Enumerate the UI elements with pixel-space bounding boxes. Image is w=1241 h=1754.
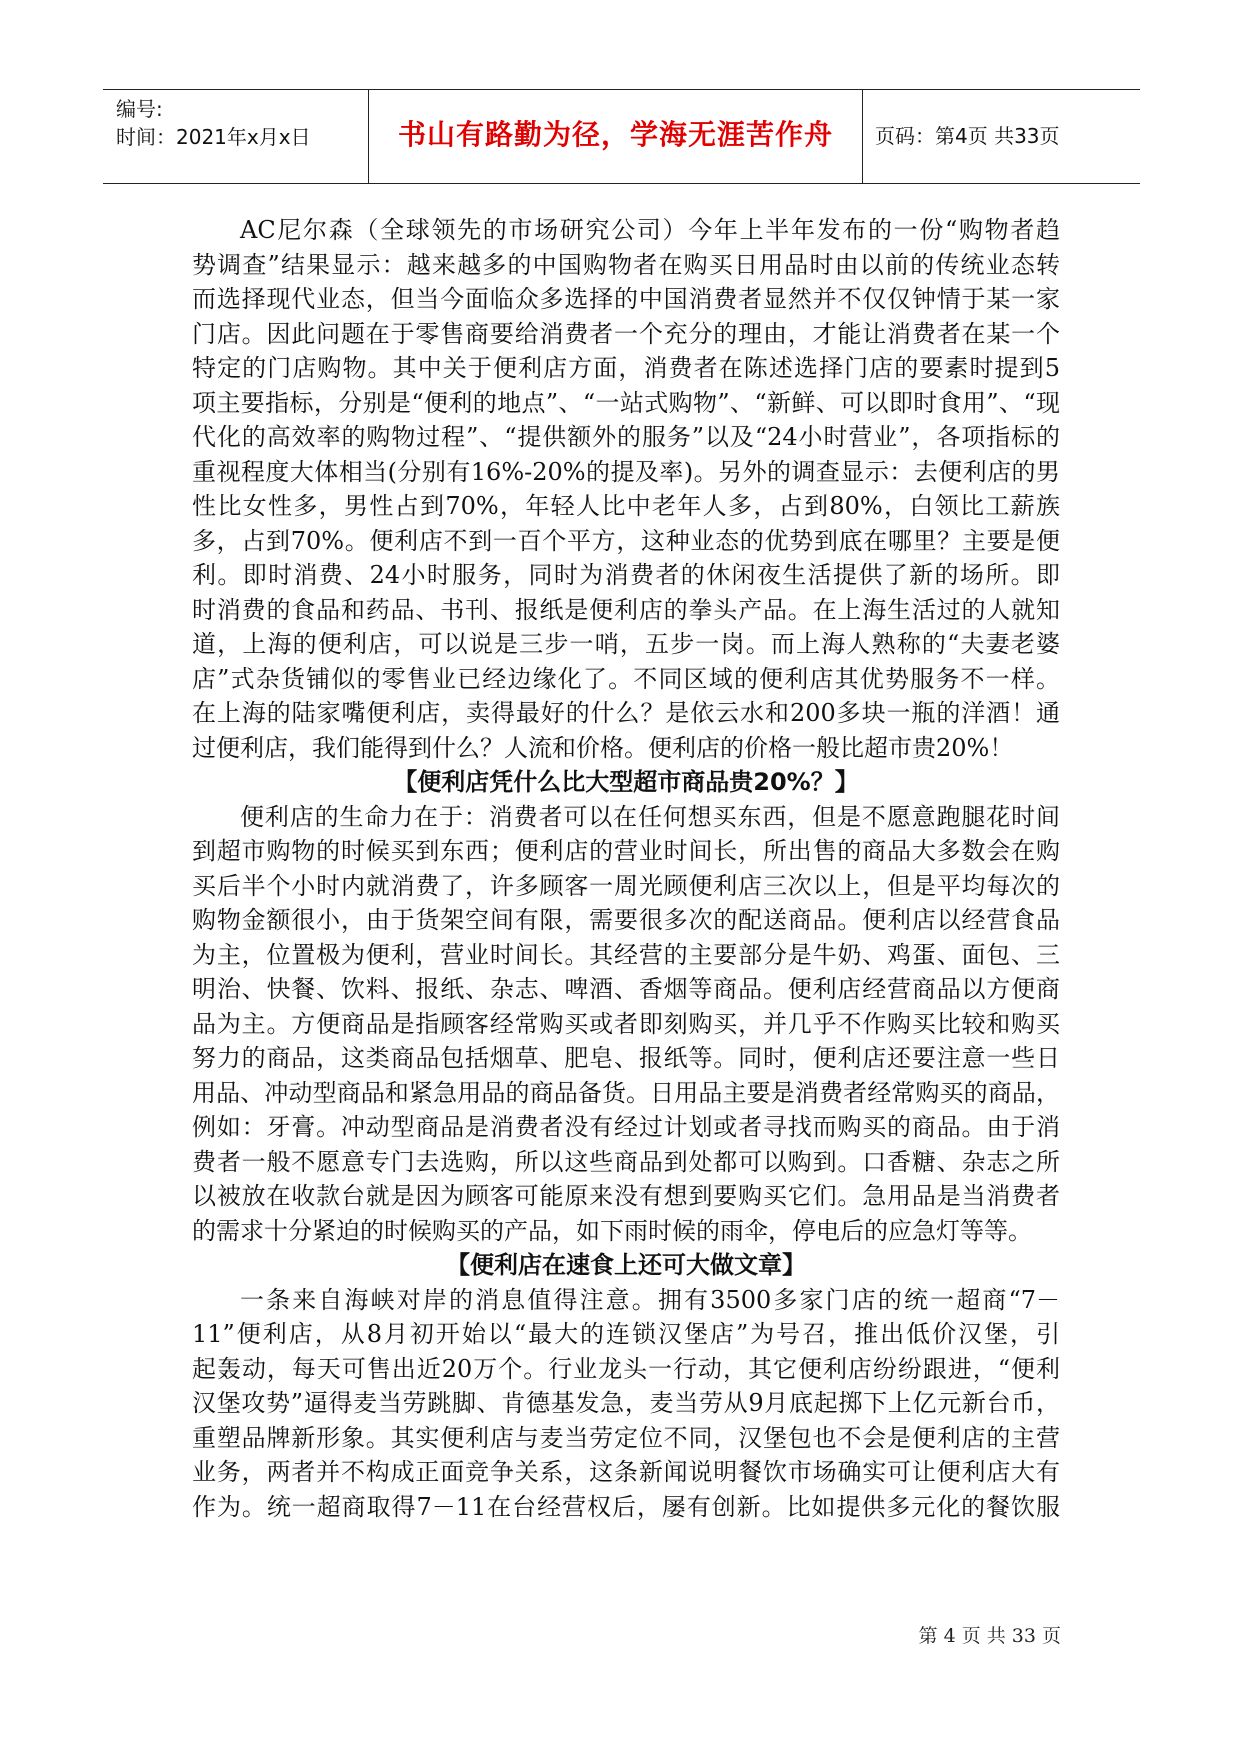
paragraph-line: 代化的高效率的购物过程”、“提供额外的服务”以及“24小时营业”，各项指标的	[192, 423, 1060, 451]
paragraph-line: 起轰动，每天可售出近20万个。行业龙头一行动，其它便利店纷纷跟进，“便利	[192, 1354, 1060, 1383]
paragraph-line: 汉堡攻势”逼得麦当劳跳脚、肯德基发急，麦当劳从9月底起掷下上亿元新台币，	[192, 1389, 1060, 1417]
paragraph-line: 势调查”结果显示：越来越多的中国购物者在购买日用品时由以前的传统业态转	[192, 250, 1060, 279]
document-header	[103, 89, 1140, 184]
paragraph-line: 用品、冲动型商品和紧急用品的商品备货。日用品主要是消费者经常购买的商品，	[192, 1078, 1060, 1107]
header-page-cell	[863, 90, 1140, 183]
header-meta-cell	[103, 90, 369, 183]
paragraph-line: 努力的商品，这类商品包括烟草、肥皂、报纸等。同时，便利店还要注意一些日	[192, 1044, 1060, 1072]
paragraph-line: 便利店的生命力在于：消费者可以在任何想买东西，但是不愿意跑腿花时间	[240, 802, 1060, 831]
paragraph-line: 重视程度大体相当(分别有16%-20%的提及率)。另外的调查显示：去便利店的男	[192, 457, 1060, 486]
section-heading: 【便利店凭什么比大型超市商品贵20%？】	[393, 768, 859, 796]
paragraph-line: 买后半个小时内就消费了，许多顾客一周光顾便利店三次以上，但是平均每次的	[192, 871, 1060, 900]
paragraph-line: 11”便利店，从8月初开始以“最大的连锁汉堡店”为号召，推出低价汉堡，引	[192, 1320, 1060, 1348]
paragraph-line: AC尼尔森（全球领先的市场研究公司）今年上半年发布的一份“购物者趋	[240, 216, 1060, 244]
paragraph-line: 利。即时消费、24小时服务，同时为消费者的休闲夜生活提供了新的场所。即	[192, 561, 1060, 589]
paragraph-line: 费者一般不愿意专门去选购，所以这些商品到处都可以购到。口香糖、杂志之所	[192, 1147, 1060, 1176]
section-heading: 【便利店在速食上还可大做文章】	[446, 1251, 806, 1279]
body-text	[192, 213, 1060, 1524]
paragraph-line: 购物金额很小，由于货架空间有限，需要很多次的配送商品。便利店以经营食品	[192, 906, 1060, 934]
header-motto-cell	[369, 90, 863, 183]
paragraph-line: 过便利店，我们能得到什么？人流和价格。便利店的价格一般比超市贵20%！	[192, 733, 1014, 762]
paragraph-line: 项主要指标，分别是“便利的地点”、“一站式购物”、“新鲜、可以即时食用”、“现	[192, 388, 1060, 417]
paragraph-line: 为主，位置极为便利，营业时间长。其经营的主要部分是牛奶、鸡蛋、面包、三	[192, 940, 1060, 969]
paragraph-line: 在上海的陆家嘴便利店，卖得最好的什么？是依云水和200多块一瓶的洋酒！通	[192, 699, 1060, 727]
paragraph-line: 而选择现代业态，但当今面临众多选择的中国消费者显然并不仅仅钟情于某一家	[192, 285, 1060, 313]
paragraph-line: 一条来自海峡对岸的消息值得注意。拥有3500多家门店的统一超商“7－	[240, 1285, 1060, 1314]
time-label: 时间：2021年x月x日	[116, 125, 311, 149]
paragraph-line: 作为。统一超商取得7－11在台经营权后，屡有创新。比如提供多元化的餐饮服	[192, 1492, 1060, 1521]
paragraph-line: 明治、快餐、饮料、报纸、杂志、啤酒、香烟等商品。便利店经营商品以方便商	[192, 975, 1060, 1003]
motto: 书山有路勤为径，学海无涯苦作舟	[397, 118, 833, 151]
paragraph-line: 以被放在收款台就是因为顾客可能原来没有想到要购买它们。急用品是当消费者	[192, 1182, 1060, 1210]
page-footer: 第 4 页 共 33 页	[918, 1625, 1061, 1647]
paragraph-line: 的需求十分紧迫的时候购买的产品，如下雨时候的雨伞，停电后的应急灯等等。	[192, 1216, 1032, 1245]
paragraph-line: 重塑品牌新形象。其实便利店与麦当劳定位不同，汉堡包也不会是便利店的主营	[192, 1423, 1060, 1452]
paragraph-line: 道，上海的便利店，可以说是三步一哨，五步一岗。而上海人熟称的“夫妻老婆	[192, 630, 1060, 658]
paragraph-line: 品为主。方便商品是指顾客经常购买或者即刻购买，并几乎不作购买比较和购买	[192, 1009, 1060, 1038]
paragraph-line: 店”式杂货铺似的零售业已经边缘化了。不同区域的便利店其优势服务不一样。	[192, 664, 1060, 693]
paragraph-line: 例如：牙膏。冲动型商品是消费者没有经过计划或者寻找而购买的商品。由于消	[192, 1113, 1060, 1141]
paragraph-line: 多，占到70%。便利店不到一百个平方，这种业态的优势到底在哪里？主要是便	[192, 526, 1060, 555]
paragraph-line: 特定的门店购物。其中关于便利店方面，消费者在陈述选择门店的要素时提到5	[192, 354, 1060, 382]
paragraph-line: 到超市购物的时候买到东西；便利店的营业时间长，所出售的商品大多数会在购	[192, 837, 1060, 865]
number-label: 编号:	[116, 97, 163, 121]
paragraph-line: 性比女性多，男性占到70%，年轻人比中老年人多，占到80%，白领比工薪族	[192, 492, 1060, 520]
page-info: 页码：第4页 共33页	[875, 124, 1060, 148]
paragraph-line: 门店。因此问题在于零售商要给消费者一个充分的理由，才能让消费者在某一个	[192, 319, 1060, 348]
paragraph-line: 业务，两者并不构成正面竞争关系，这条新闻说明餐饮市场确实可让便利店大有	[192, 1458, 1060, 1486]
paragraph-line: 时消费的食品和药品、书刊、报纸是便利店的拳头产品。在上海生活过的人就知	[192, 595, 1060, 624]
